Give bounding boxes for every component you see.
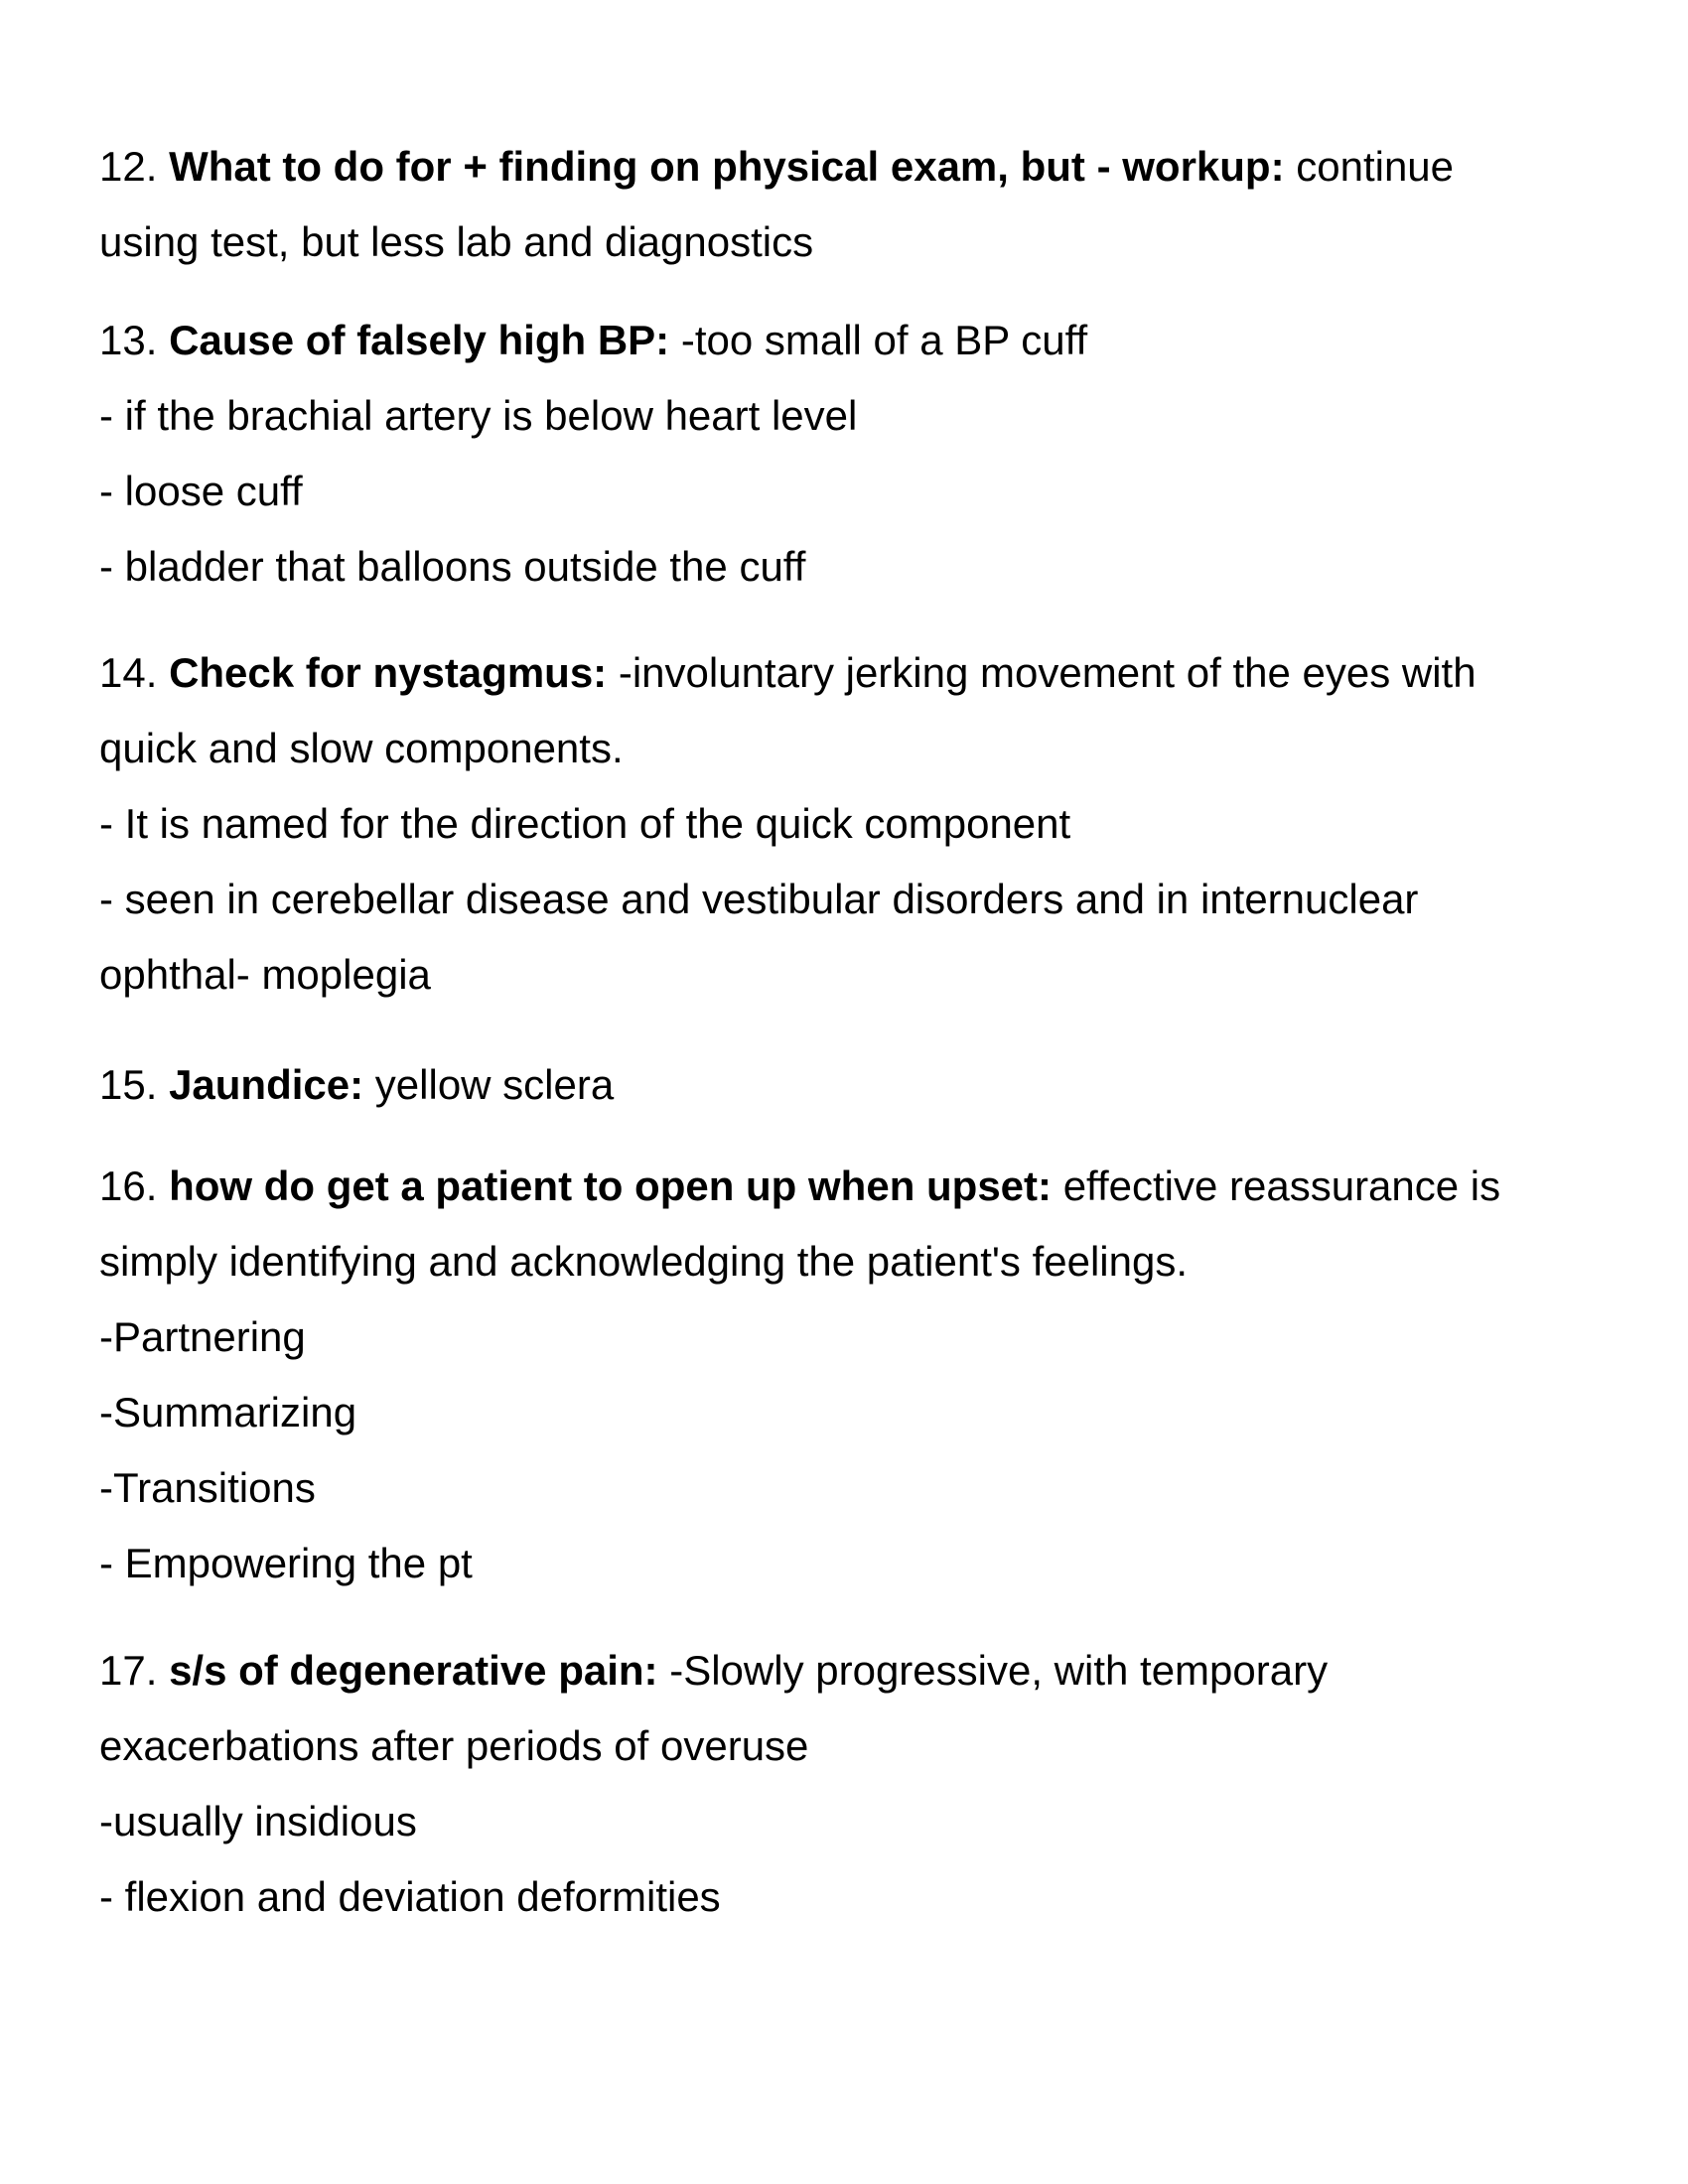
- item-text: -Slowly progressive, with temporary: [669, 1647, 1329, 1694]
- item-line: simply identifying and acknowledging the patient's feelings.: [99, 1238, 1189, 1285]
- item-16: [99, 1149, 1589, 1601]
- item-line: using test, but less lab and diagnostics: [99, 218, 814, 265]
- item-line: ophthal- moplegia: [99, 951, 431, 998]
- item-line: - seen in cerebellar disease and vestibular disorders and in internuclear: [99, 876, 1419, 922]
- item-line: - loose cuff: [99, 468, 303, 514]
- item-term: Jaundice:: [169, 1061, 364, 1108]
- item-line: -Summarizing: [99, 1389, 357, 1435]
- item-text: yellow sclera: [374, 1061, 615, 1108]
- item-line: - if the brachial artery is below heart level: [99, 392, 858, 439]
- item-number: 14.: [99, 649, 158, 696]
- item-line: exacerbations after periods of overuse: [99, 1722, 809, 1769]
- item-line: [99, 129, 1589, 205]
- item-line: - Empowering the pt: [99, 1540, 473, 1586]
- item-12: [99, 129, 1589, 280]
- item-number: 16.: [99, 1162, 158, 1209]
- item-term: Cause of falsely high BP:: [169, 317, 670, 363]
- item-13: [99, 303, 1589, 605]
- item-text: -too small of a BP cuff: [680, 317, 1088, 363]
- item-line: [99, 635, 1589, 711]
- item-line: quick and slow components.: [99, 725, 624, 771]
- item-line: - flexion and deviation deformities: [99, 1873, 721, 1920]
- item-line: - It is named for the direction of the quick component: [99, 800, 1071, 847]
- item-14: [99, 635, 1589, 1013]
- item-text: -involuntary jerking movement of the eyes with: [618, 649, 1477, 696]
- item-line: [99, 1047, 1589, 1123]
- item-line: [99, 1149, 1589, 1224]
- item-line: -Partnering: [99, 1313, 306, 1360]
- item-text: effective reassurance is: [1062, 1162, 1501, 1209]
- item-number: 13.: [99, 317, 158, 363]
- item-15: [99, 1047, 1589, 1123]
- item-line: - bladder that balloons outside the cuff: [99, 543, 806, 590]
- item-term: Check for nystagmus:: [169, 649, 608, 696]
- item-line: [99, 303, 1589, 378]
- item-term: how do get a patient to open up when upset:: [169, 1162, 1053, 1209]
- item-term: s/s of degenerative pain:: [169, 1647, 658, 1694]
- item-line: [99, 1633, 1589, 1708]
- item-number: 17.: [99, 1647, 158, 1694]
- item-number: 12.: [99, 143, 158, 190]
- item-number: 15.: [99, 1061, 158, 1108]
- item-line: -Transitions: [99, 1464, 316, 1511]
- item-term: What to do for + finding on physical exam, but - workup:: [169, 143, 1285, 190]
- item-text: continue: [1296, 143, 1455, 190]
- item-17: [99, 1633, 1589, 1935]
- item-line: -usually insidious: [99, 1798, 417, 1844]
